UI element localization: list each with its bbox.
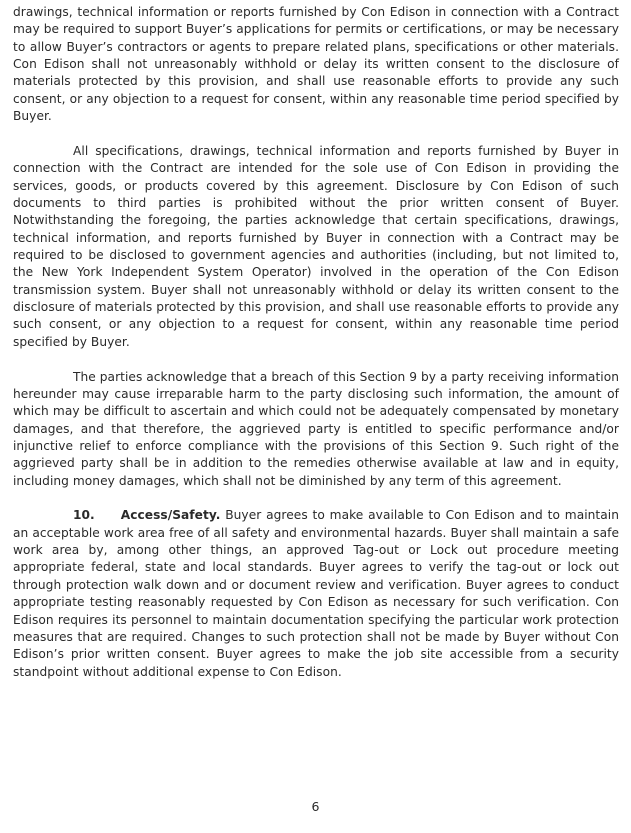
section-title: Access/Safety.: [120, 508, 221, 523]
section-number: 10.: [73, 508, 95, 523]
paragraph-breach-remedies: The parties acknowledge that a breach of this Section 9 by a party receiving information hereunder may cause irreparable harm to the party disclosing such information, the amount of which may be difficult to ascertain and which could not be adequately compensated by monetary damages, and that therefore, the aggrieved party is entitled to specific performance and/or injunctive relief to enforce compliance with the provisions of this Section 9. Such right of the aggrieved party shall be in addition to the remedies otherwise available at law and in equity, including money damages, which shall not be diminished by any term of this agreement.: [13, 369, 619, 488]
paragraph-buyer-specifications: All specifications, drawings, technical information and reports furnished by Buyer in connection with the Contract are intended for the sole use of Con Edison in providing the services, goods, or products covered by this agreement. Disclosure by Con Edison of such documents to third parties is prohibited without the prior written consent of Buyer. Notwithstanding the foregoing, the parties acknowledge that certain specifications, drawings, technical information, and reports furnished by Buyer in connection with a Contract may be required to be disclosed to government agencies and authorities (including, but not limited to, the New York Independent System Operator) involved in the operation of the Con Edison transmission system. Buyer shall not unreasonably withhold or delay its written consent to the disclosure of materials protected by this provision, and shall use reasonable efforts to provide any such consent, or any objection to a request for consent, within any reasonable time period specified by Buyer.: [13, 143, 619, 349]
section-10-access-safety: [13, 507, 619, 680]
document-page: [13, 4, 619, 681]
paragraph-continuation: drawings, technical information or reports furnished by Con Edison in connection with a Contract may be required to support Buyer’s applications for permits or certifications, or may be necessary to allow Buyer’s contractors or agents to prepare related plans, specifications or other materials. Con Edison shall not unreasonably withhold or delay its written consent to the disclosure of materials protected by this provision, and shall use reasonable efforts to provide any such consent, or any objection to a request for consent, within any reasonable time period specified by Buyer.: [13, 5, 619, 124]
section-body: Buyer agrees to make available to Con Edison and to maintain an acceptable work area free of all safety and environmental hazards. Buyer shall maintain a safe work area by, among other things, an approved Tag-out or Lock out procedure meeting appropriate federal, state and local standards. Buyer agrees to verify the tag-out or lock out through protection walk down and or document review and verification. Buyer agrees to conduct appropriate testing reasonably requested by Con Edison as necessary for such verification. Con Edison requires its personnel to maintain documentation specifying the particular work protection measures that are required. Changes to such protection shall not be made by Buyer without Con Edison’s prior written consent. Buyer agrees to make the job site accessible from a security standpoint without additional expense to Con Edison.: [13, 508, 619, 679]
page-number: 6: [311, 799, 320, 814]
